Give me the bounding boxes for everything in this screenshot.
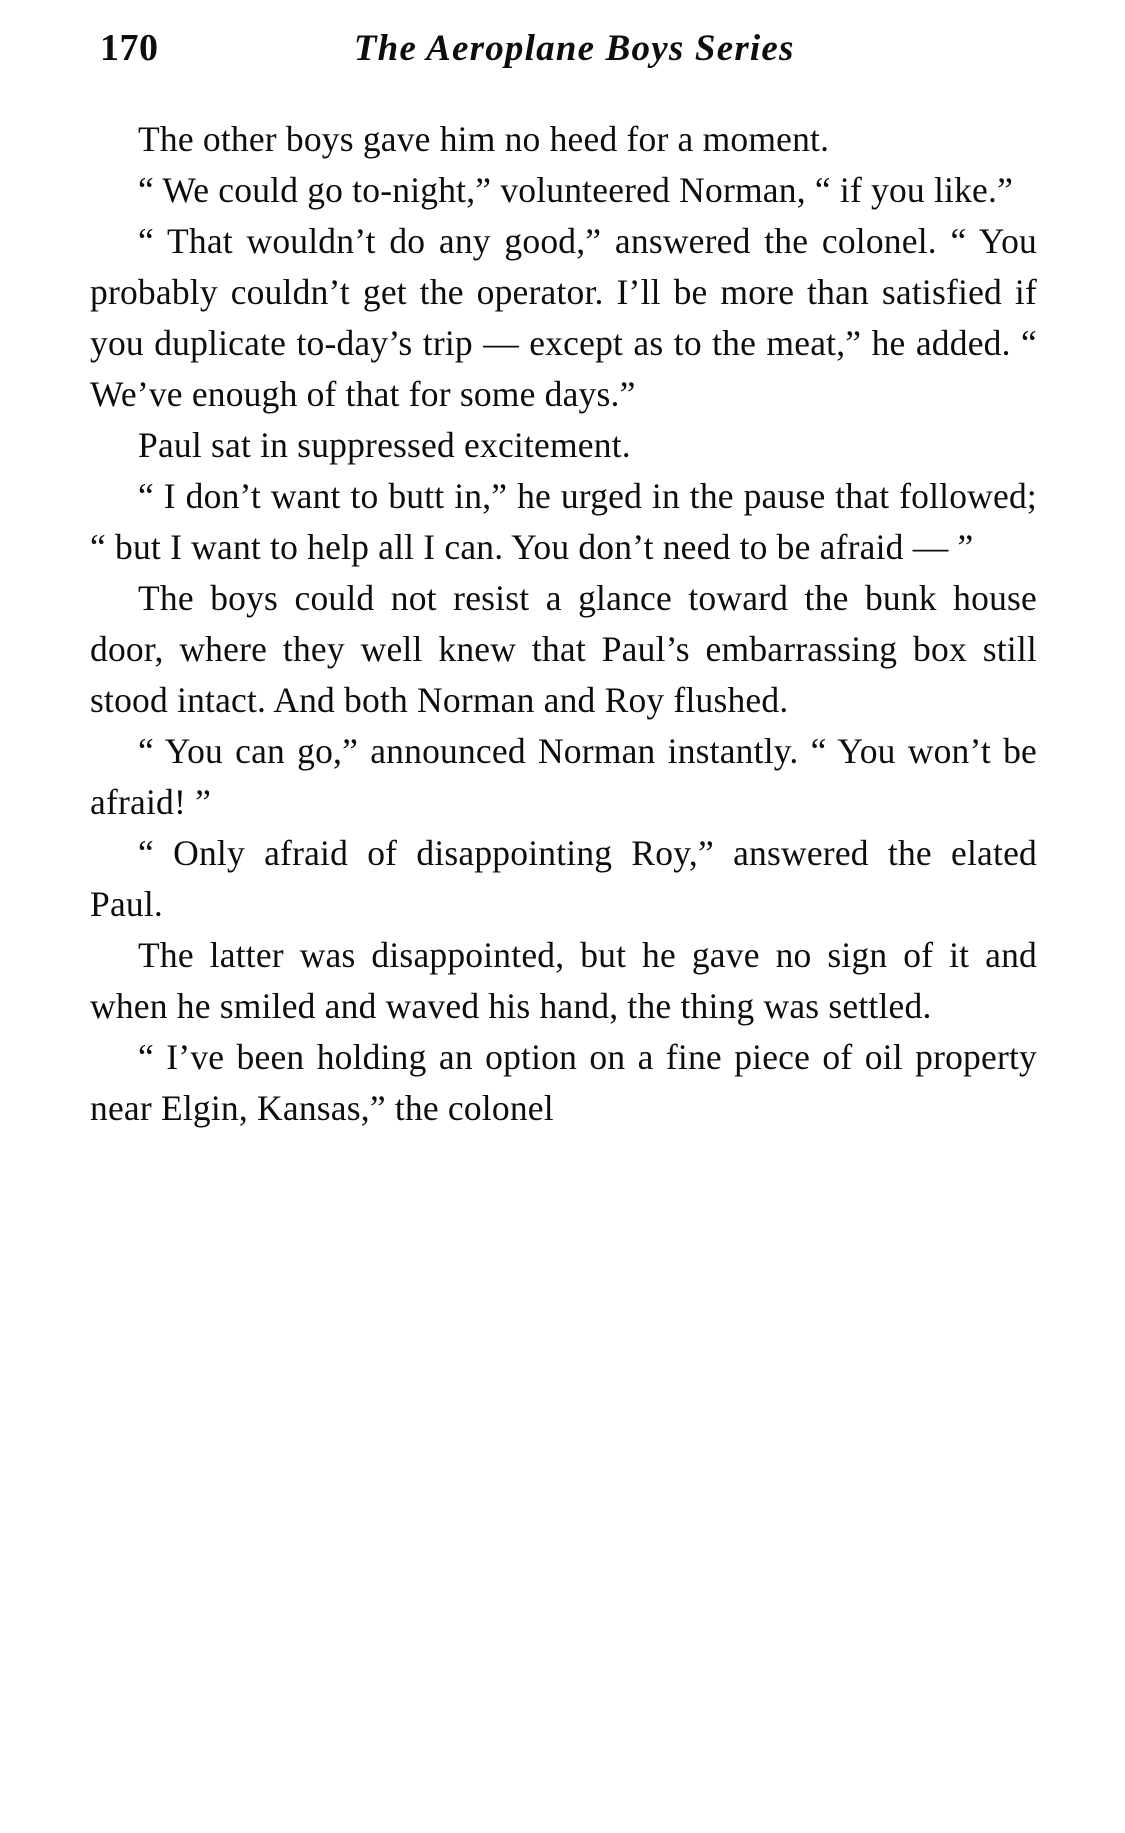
paragraph: “ I don’t want to butt in,” he urged in the pause that followed; “ but I want to help all I can. You don’t need to be afraid — ” <box>90 476 1037 567</box>
paragraph: The latter was disappointed, but he gave no sign of it and when he smiled and waved his hand, the thing was settled. <box>90 935 1037 1026</box>
paragraph: Paul sat in suppressed excitement. <box>138 425 631 465</box>
running-title: The Aeroplane Boys Series <box>353 28 795 69</box>
paragraph: The other boys gave him no heed for a moment. <box>138 119 830 159</box>
paragraph: “ That wouldn’t do any good,” answered the colonel. “ You probably couldn’t get the operator. I’ll be more than satisfied if you duplicate to-day’s trip — except as to the meat,” he added. “ We’ve enough of that for some days.” <box>90 221 1037 414</box>
page-number: 170 <box>100 27 159 69</box>
paragraph: “ Only afraid of disappointing Roy,” answered the elated Paul. <box>90 833 1037 924</box>
paragraph: “ I’ve been holding an option on a fine piece of oil property near Elgin, Kansas,” the colonel <box>90 1037 1037 1128</box>
paragraph: “ You can go,” announced Norman instantly. “ You won’t be afraid! ” <box>90 731 1037 822</box>
running-head <box>0 26 1125 70</box>
paragraph: The boys could not resist a glance toward the bunk house door, where they well knew that Paul’s embarrassing box still stood intact. And both Norman and Roy flushed. <box>90 578 1037 720</box>
book-page <box>0 26 1125 1833</box>
body-text <box>0 70 1125 1134</box>
paragraph: “ We could go to-night,” volunteered Norman, “ if you like.” <box>138 170 1014 210</box>
